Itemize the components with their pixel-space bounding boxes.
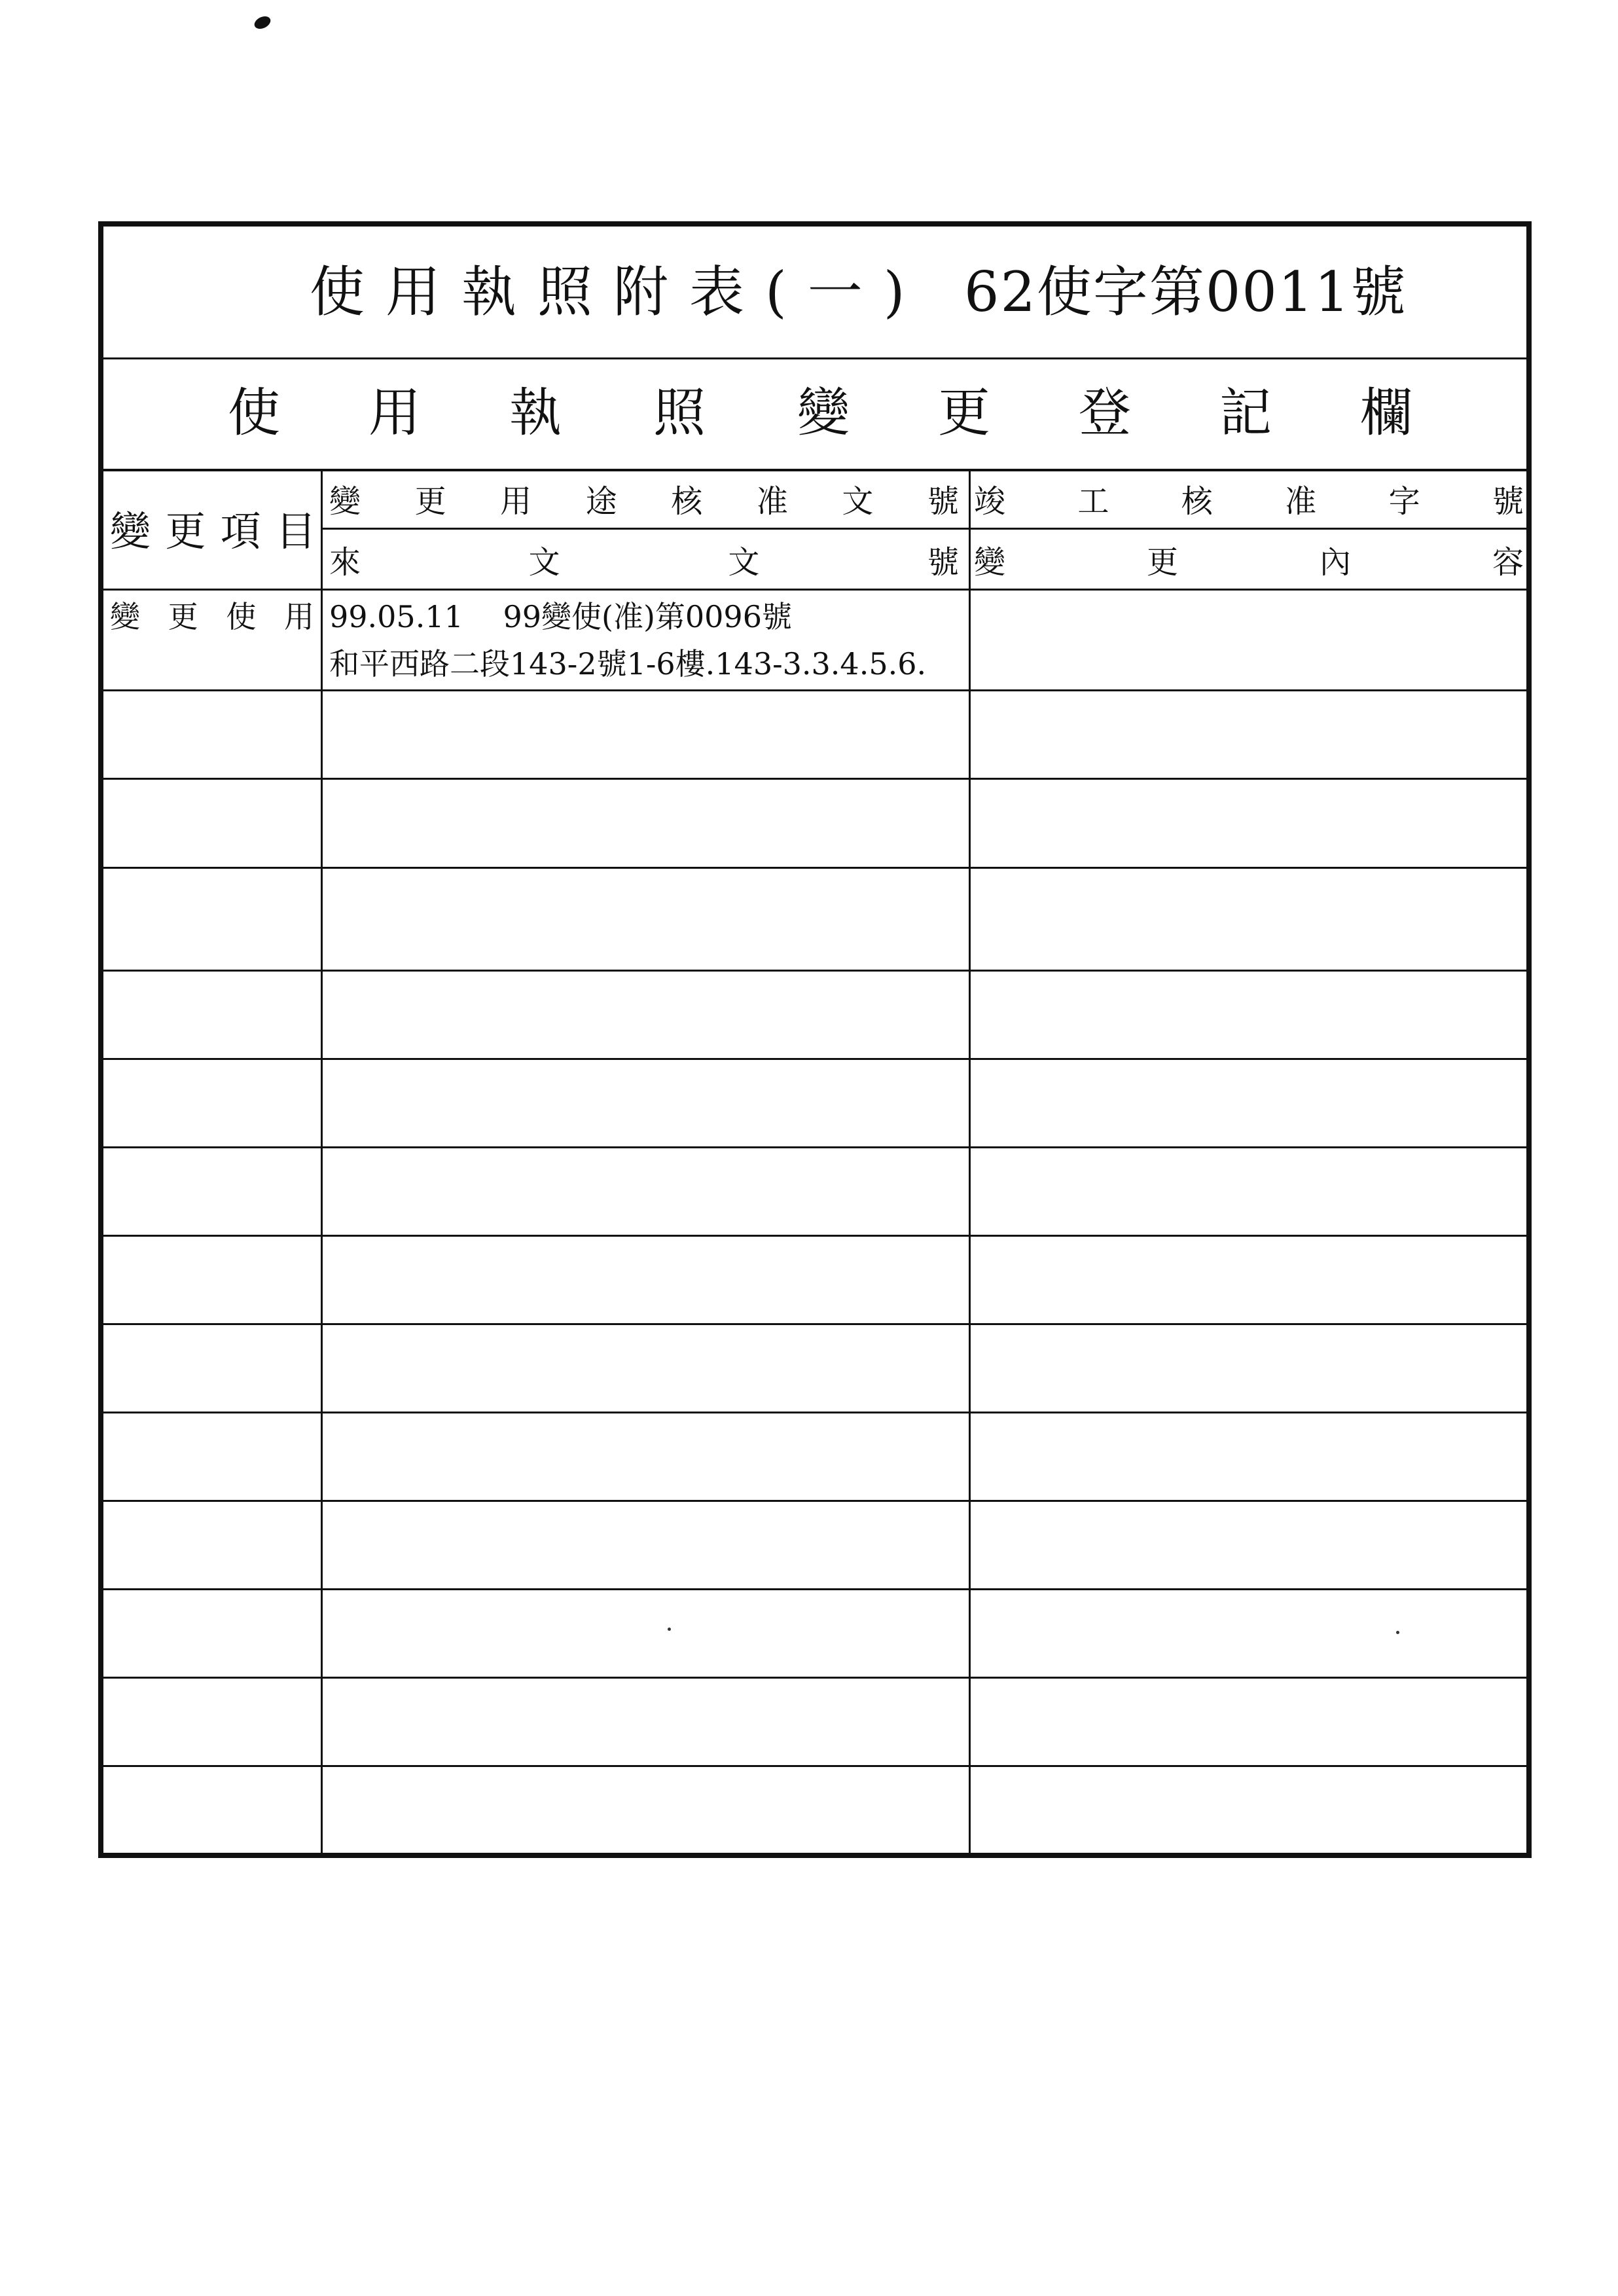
row-line	[103, 1765, 1526, 1767]
subtitle-char: 更	[938, 382, 990, 443]
row-line	[103, 1235, 1526, 1237]
row-line	[103, 1500, 1526, 1502]
subtitle-char: 登	[1079, 382, 1131, 443]
completion-approval-number-header: 竣 工 核 准 字 號	[974, 483, 1524, 520]
column-divider	[969, 469, 971, 1853]
subtitle-char: 照	[653, 382, 706, 443]
change-item-header: 變 更 項 目	[110, 507, 316, 555]
address-line: 和平西路二段143-2號1-6樓.143-3.3.4.5.6.	[329, 646, 927, 682]
subtitle-char: 用	[369, 382, 421, 443]
row-line	[103, 1323, 1526, 1325]
incoming-doc-number-header: 來 文 文 號	[329, 543, 959, 581]
form-title-row	[103, 227, 1526, 359]
form-subtitle-row	[103, 357, 1526, 471]
subtitle-char: 記	[1219, 382, 1272, 443]
row-line	[103, 1412, 1526, 1413]
ink-mark	[253, 14, 273, 31]
change-content-header: 變 更 內 容	[974, 543, 1524, 581]
change-item-cell: 變 更 使 用	[110, 599, 314, 634]
subtitle-char: 使	[228, 382, 280, 443]
scan-speck	[1396, 1631, 1399, 1634]
row-line	[103, 1058, 1526, 1060]
column-divider	[321, 469, 323, 1853]
form-title: 使用執照附表(一)	[310, 260, 926, 324]
row-line	[103, 1146, 1526, 1148]
subtitle-char: 執	[509, 382, 562, 443]
row-line	[103, 970, 1526, 972]
row-line	[103, 689, 1526, 691]
usage-permit-appendix-form	[98, 221, 1532, 1858]
subtitle-char: 變	[797, 382, 850, 443]
row-line	[103, 1677, 1526, 1679]
approval-doc-number-header: 變 更 用 途 核 准 文 號	[329, 483, 959, 520]
header-bottom-line	[103, 589, 1526, 591]
approval-doc-line: 99.05.11 99變使(准)第0096號	[329, 599, 792, 634]
permit-number: 62使字第0011號	[964, 260, 1407, 324]
row-line	[103, 867, 1526, 869]
scan-speck	[668, 1628, 671, 1631]
subtitle-char: 欄	[1360, 382, 1412, 443]
row-line	[103, 1588, 1526, 1590]
row-line	[103, 778, 1526, 780]
